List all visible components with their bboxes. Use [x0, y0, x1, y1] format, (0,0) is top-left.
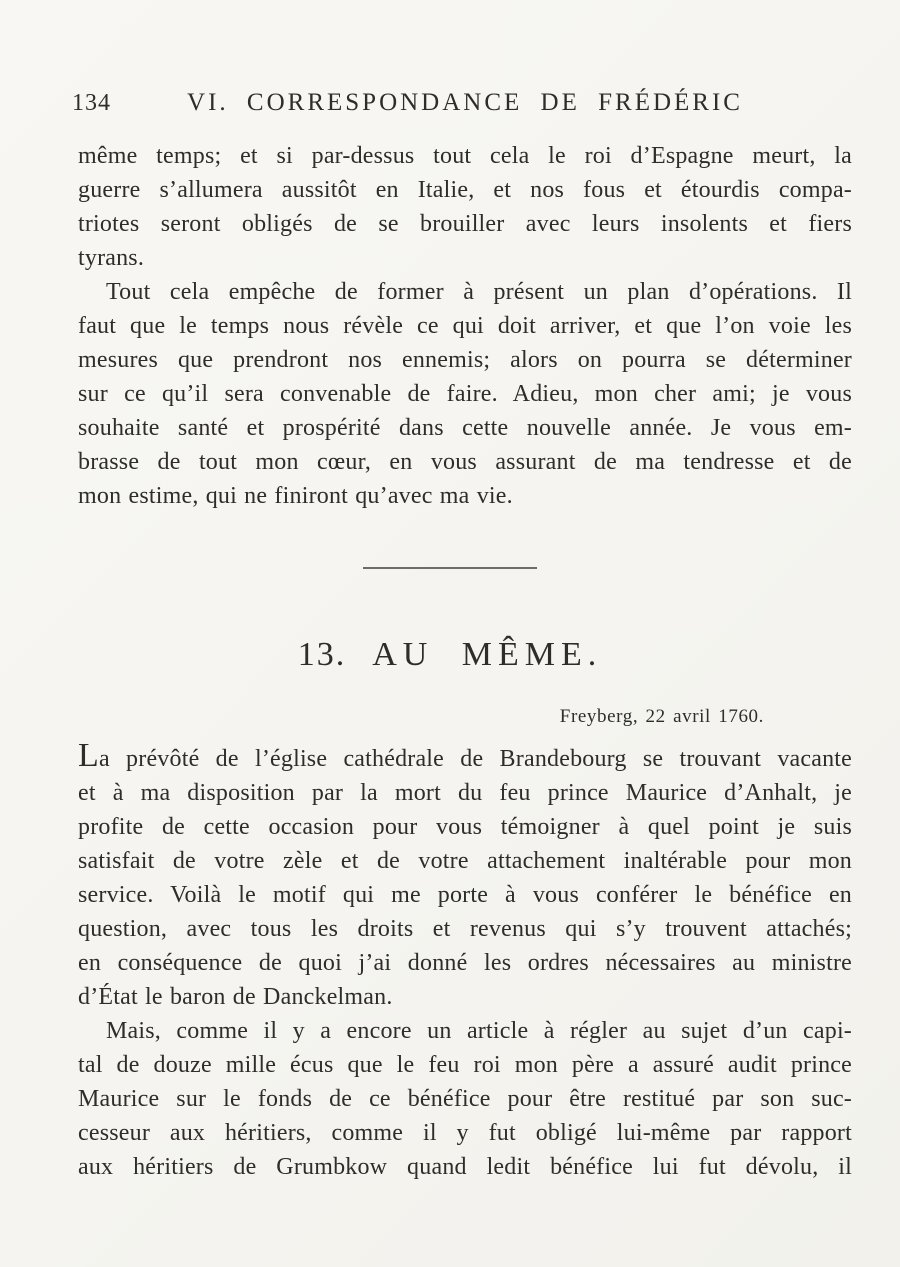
text-line: guerre s’allumera aussitôt en Italie, et nos fous et étourdis compa- [78, 177, 852, 203]
text-line: profite de cette occasion pour vous témoigner à quel point je suis [78, 814, 852, 840]
text-line: même temps; et si par-dessus tout cela le roi d’Espagne meurt, la [78, 143, 852, 169]
drop-cap-initial: L [78, 737, 99, 774]
letter-dateline: Freyberg, 22 avril 1760. [559, 706, 764, 727]
text-line: triotes seront obligés de se brouiller avec leurs insolents et fiers [78, 211, 852, 237]
running-header-title: VI. CORRESPONDANCE DE FRÉDÉRIC [187, 89, 743, 116]
text-line: en conséquence de quoi j’ai donné les ordres nécessaires au ministre [78, 950, 852, 976]
text-line: d’État le baron de Danckelman. [78, 984, 393, 1010]
intro-text-block [78, 139, 852, 513]
text-line: question, avec tous les droits et revenus qui s’y trouvent attachés; [78, 916, 852, 942]
paragraph [78, 737, 852, 1014]
letter-heading [63, 636, 837, 674]
paragraph [78, 1014, 852, 1184]
page-number: 134 [72, 90, 111, 116]
text-line: tal de douze mille écus que le feu roi mon père a assuré audit prince [78, 1052, 852, 1078]
text-line: Tout cela empêche de former à présent un plan d’opérations. Il [106, 279, 852, 305]
text-line: sur ce qu’il sera convenable de faire. Adieu, mon cher ami; je vous [78, 381, 852, 407]
text-line: et à ma disposition par la mort du feu prince Maurice d’Anhalt, je [78, 780, 852, 806]
section-divider-rule [363, 567, 537, 569]
text-line: tyrans. [78, 245, 145, 271]
text-line: aux héritiers de Grumbkow quand ledit bénéfice lui fut dévolu, il [78, 1154, 852, 1180]
text-line: mesures que prendront nos ennemis; alors on pourra se déterminer [78, 347, 852, 373]
paragraph [78, 139, 852, 275]
text-line: Maurice sur le fonds de ce bénéfice pour être restitué par son suc- [78, 1086, 852, 1112]
text-line: Mais, comme il y a encore un article à régler au sujet d’un capi- [106, 1018, 852, 1044]
letter-number: 13. [297, 636, 347, 673]
text-line: mon estime, qui ne finiront qu’avec ma vie. [78, 483, 513, 509]
text-line: souhaite santé et prospérité dans cette nouvelle année. Je vous em- [78, 415, 852, 441]
letter-body-block [78, 737, 852, 1184]
text-line: La prévôté de l’église cathédrale de Brandebourg se trouvant vacante [78, 737, 852, 774]
text-line: brasse de tout mon cœur, en vous assurant de ma tendresse et de [78, 449, 852, 475]
letter-title: AU MÊME. [372, 636, 603, 673]
text-line: faut que le temps nous révèle ce qui doit arriver, et que l’on voie les [78, 313, 852, 339]
paragraph [78, 275, 852, 513]
text-line: satisfait de votre zèle et de votre attachement inaltérable pour mon [78, 848, 852, 874]
text-line: cesseur aux héritiers, comme il y fut obligé lui-même par rapport [78, 1120, 852, 1146]
text-line: service. Voilà le motif qui me porte à vous conférer le bénéfice en [78, 882, 852, 908]
running-header [72, 88, 852, 118]
